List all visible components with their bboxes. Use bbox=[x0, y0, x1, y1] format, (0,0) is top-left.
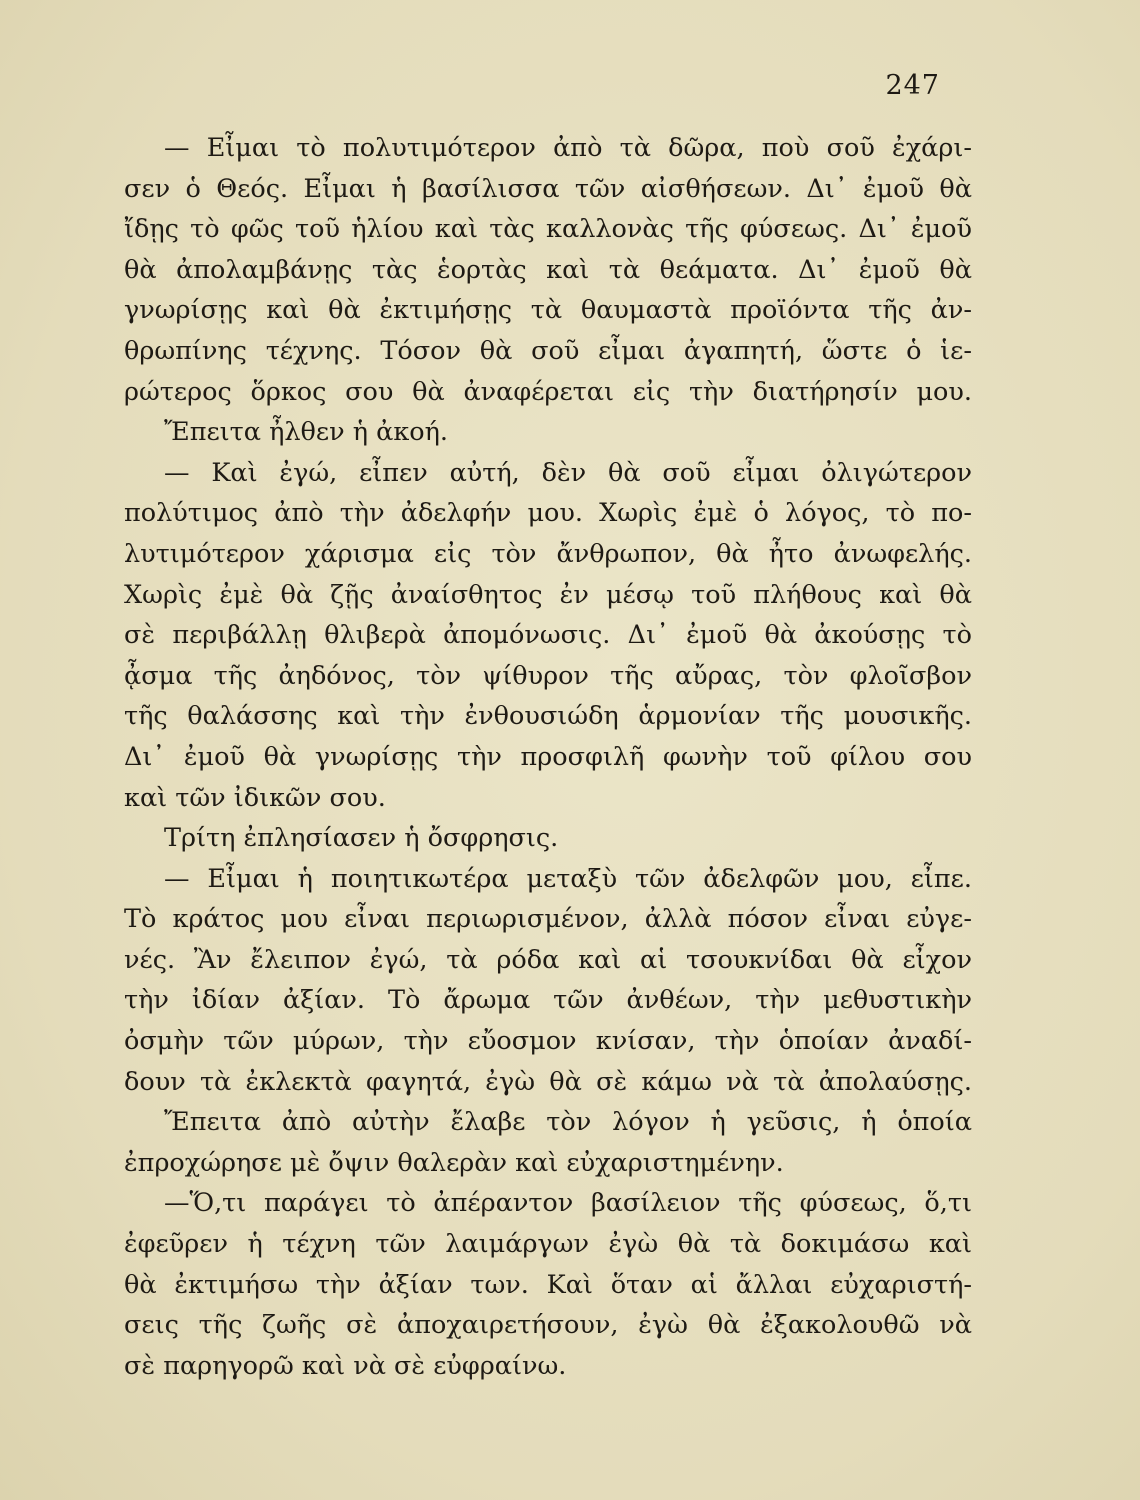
text-line: Τρίτη ἐπλησίασεν ἡ ὄσφρησις. bbox=[164, 823, 559, 854]
text-line: θὰ ἐκτιμήσω τὴν ἀξίαν των. Καὶ ὅταν αἱ ἄλλαι εὐχαριστή- bbox=[124, 1269, 972, 1300]
text-line: — Εἶμαι ἡ ποιητικωτέρα μεταξὺ τῶν ἀδελφῶν μου, εἶπε. bbox=[164, 863, 972, 894]
text-line: Ἔπειτα ἦλθεν ἡ ἀκοή. bbox=[164, 417, 448, 448]
text-line: πολύτιμος ἀπὸ τὴν ἀδελφήν μου. Χωρὶς ἐμὲ ὁ λόγος, τὸ πο- bbox=[124, 498, 972, 529]
text-line: ρώτερος ὅρκος σου θὰ ἀναφέρεται εἰς τὴν διατήρησίν μου. bbox=[124, 376, 972, 407]
text-line: τῆς θαλάσσης καὶ τὴν ἐνθουσιώδη ἁρμονίαν τῆς μουσικῆς. bbox=[124, 701, 972, 732]
text-line: ἐφεῦρεν ἡ τέχνη τῶν λαιμάργων ἐγὼ θὰ τὰ δοκιμάσω καὶ bbox=[124, 1229, 972, 1260]
text-line: λυτιμότερον χάρισμα εἰς τὸν ἄνθρωπον, θὰ ἦτο ἀνωφελής. bbox=[124, 538, 972, 569]
text-line: —Ὅ,τι παράγει τὸ ἀπέραντον βασίλειον τῆς φύσεως, ὅ,τι bbox=[164, 1188, 972, 1219]
text-line: Τὸ κράτος μου εἶναι περιωρισμένον, ἀλλὰ πόσον εἶναι εὐγε- bbox=[124, 904, 972, 935]
text-line: σὲ παρηγορῶ καὶ νὰ σὲ εὐφραίνω. bbox=[124, 1350, 567, 1381]
body-text bbox=[124, 128, 972, 1386]
text-line: θρωπίνης τέχνης. Τόσον θὰ σοῦ εἶμαι ἀγαπητή, ὥστε ὁ ἱε- bbox=[124, 335, 972, 366]
text-line: ἐπροχώρησε μὲ ὄψιν θαλερὰν καὶ εὐχαριστημένην. bbox=[124, 1147, 784, 1178]
text-line: Χωρὶς ἐμὲ θὰ ζῇς ἀναίσθητος ἐν μέσῳ τοῦ πλήθους καὶ θὰ bbox=[124, 579, 972, 610]
text-line: σεις τῆς ζωῆς σὲ ἀποχαιρετήσουν, ἐγὼ θὰ ἐξακολουθῶ νὰ bbox=[124, 1310, 972, 1341]
text-line: Δι᾽ ἐμοῦ θὰ γνωρίσῃς τὴν προσφιλῆ φωνὴν τοῦ φίλου σου bbox=[124, 741, 972, 772]
text-line: δουν τὰ ἐκλεκτὰ φαγητά, ἐγὼ θὰ σὲ κάμω νὰ τὰ ἀπολαύσῃς. bbox=[124, 1066, 972, 1097]
text-line: τὴν ἰδίαν ἀξίαν. Τὸ ἄρωμα τῶν ἀνθέων, τὴν μεθυστικὴν bbox=[124, 985, 972, 1016]
text-line: νές. Ἂν ἔλειπον ἐγώ, τὰ ρόδα καὶ αἱ τσουκνίδαι θὰ εἶχον bbox=[124, 944, 972, 975]
text-line: ἴδῃς τὸ φῶς τοῦ ἡλίου καὶ τὰς καλλονὰς τῆς φύσεως. Δι᾽ ἐμοῦ bbox=[124, 214, 972, 245]
text-line: Ἔπειτα ἀπὸ αὐτὴν ἔλαβε τὸν λόγον ἡ γεῦσις, ἡ ὁποία bbox=[164, 1107, 972, 1138]
page-number: 247 bbox=[885, 70, 940, 101]
text-line: ᾆσμα τῆς ἀηδόνος, τὸν ψίθυρον τῆς αὔρας, τὸν φλοῖσβον bbox=[124, 660, 972, 691]
text-line: ὀσμὴν τῶν μύρων, τὴν εὔοσμον κνίσαν, τὴν ὁποίαν ἀναδί- bbox=[124, 1026, 972, 1057]
text-line: καὶ τῶν ἰδικῶν σου. bbox=[124, 782, 386, 813]
text-line: — Καὶ ἐγώ, εἶπεν αὐτή, δὲν θὰ σοῦ εἶμαι ὀλιγώτερον bbox=[164, 457, 972, 488]
text-line: σὲ περιβάλλῃ θλιβερὰ ἀπομόνωσις. Δι᾽ ἐμοῦ θὰ ἀκούσῃς τὸ bbox=[124, 620, 972, 651]
text-line: — Εἶμαι τὸ πολυτιμότερον ἀπὸ τὰ δῶρα, ποὺ σοῦ ἐχάρι- bbox=[164, 133, 972, 163]
text-line: σεν ὁ Θεός. Εἶμαι ἡ βασίλισσα τῶν αἰσθήσεων. Δι᾽ ἐμοῦ θὰ bbox=[124, 173, 972, 204]
text-line: γνωρίσῃς καὶ θὰ ἐκτιμήσῃς τὰ θαυμαστὰ προϊόντα τῆς ἀν- bbox=[124, 295, 972, 326]
text-line: θὰ ἀπολαμβάνῃς τὰς ἑορτὰς καὶ τὰ θεάματα. Δι᾽ ἐμοῦ θὰ bbox=[124, 254, 972, 285]
